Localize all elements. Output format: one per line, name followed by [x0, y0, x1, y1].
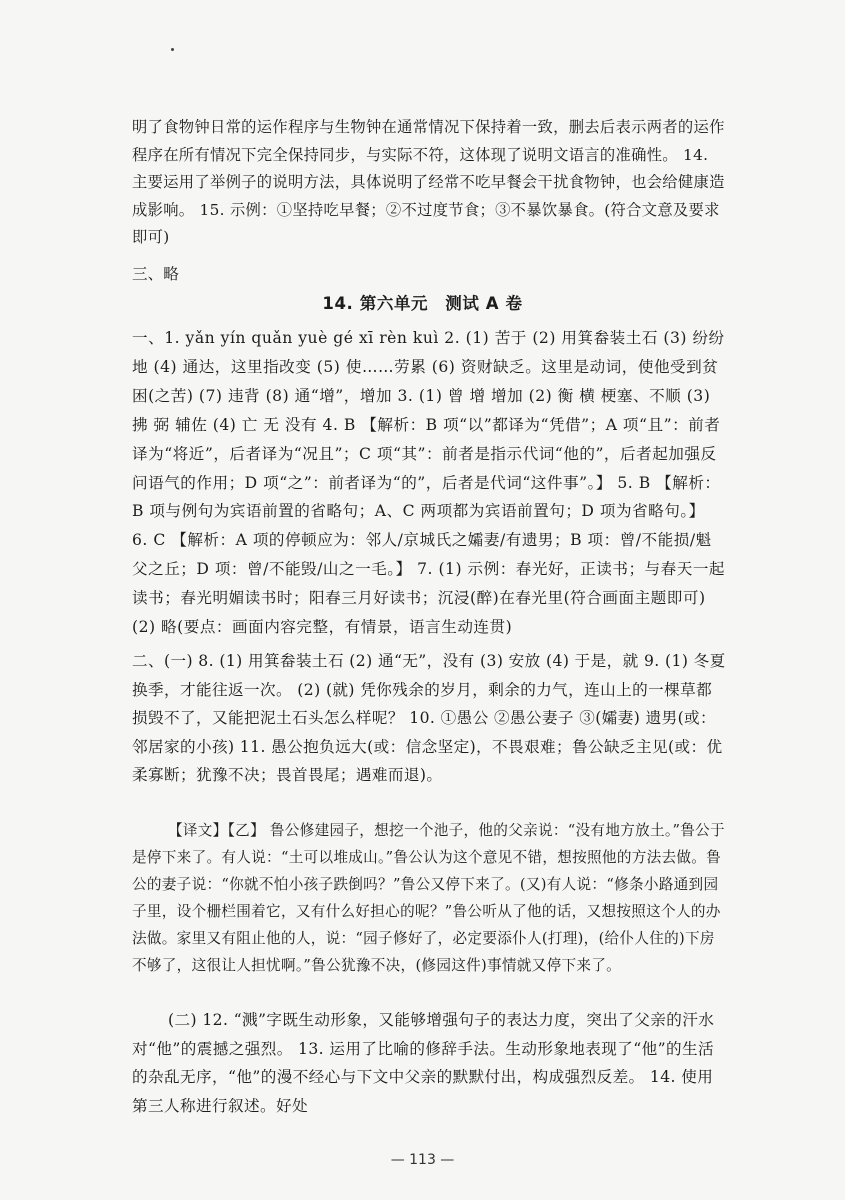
- scan-mark: [171, 48, 174, 51]
- translation-paragraph: 【译文】【乙】 鲁公修建园子，想挖一个池子，他的父亲说：“没有地方放土。”鲁公于是停下来了。有人说：“土可以堆成山。”鲁公认为这个意见不错，想按照他的方法去做。鲁公的妻子说：“你就不怕小孩子跌倒吗？”鲁公又停下来了。(又)有人说：“修条小路通到园子里，设个栅栏围着它，又有什么好担心的呢？”鲁公听从了他的话，又想按照这个人的办法做。家里又有阻止他的人，说：“园子修好了，必定要添仆人(打理)，(给仆人住的)下房不够了，这很让人担忧啊。”鲁公犹豫不决，(修园这件)事情就又停下来了。: [132, 822, 725, 974]
- part-two-answers: 二、(一) 8. (1) 用箕畚装土石 (2) 通“无”，没有 (3) 安放 (4) 于是，就 9. (1) 冬夏换季，才能往返一次。 (2) (就) 凭你残余的岁月，剩余的力气，连山上的一棵草都损毁不了，又能把泥土石头怎么样呢？ 10. ①愚公 ②愚公妻子 ③(孀妻) 遗男(或：邻居家的小孩) 11. 愚公抱负远大(或：信念坚定)，不畏艰难；鲁公缺乏主见(或：优柔寡断；犹豫不决；畏首畏尾；遇难而退)。: [132, 652, 726, 785]
- page-title: 14. 第六单元 测试 A 卷: [322, 294, 523, 313]
- part-one-answers: 一、1. yǎn yín quǎn yuè gé xī rèn kuì 2. (1) 苦于 (2) 用箕畚装土石 (3) 纷纷地 (4) 通达，这里指改变 (5) 使……劳累 (6) 资财缺乏。这里是动词，使他受到贫困(之苦) (7) 违背 (8) 通“增”，增加 3. (1) 曾 增 增加 (2) 衡 横 梗塞、不顺 (3) 拂 弼 辅佐 (4) 亡 无 没有 4. B 【解析：B 项“以”都译为“凭借”；A 项“且”：前者译为“将近”，后者译为“况且”；C 项“其”：前者是指示代词“他的”，后者起加强反问语气的作用；D 项“之”：前者译为“的”，后者是代词“这件事”。】 5. B 【解析：B 项与例句为宾语前置的省略句；A、C 两项都为宾语前置句；D 项为省略句。】 6. C 【解析：A 项的停顿应为：邻人/京城氏之孀妻/有遗男；B 项：曾/不能损/魁父之丘；D 项：曾/不能毁/山之一毛。】 7. (1) 示例：春光好，正读书；与春天一起读书；春光明媚读书时；阳春三月好读书；沉浸(醉)在春光里(符合画面主题即可) (2) 略(要点：画面内容完整，有情景，语言生动连贯): [132, 329, 726, 637]
- part-two-b-answers: (二) 12. “溅”字既生动形象，又能够增强句子的表达力度，突出了父亲的汗水对“他”的震撼之强烈。 13. 运用了比喻的修辞手法。生动形象地表现了“他”的生活的杂乱无序，“他”的漫不经心与下文中父亲的默默付出，构成强烈反差。 14. 使用第三人称进行叙述。好处: [132, 1011, 715, 1115]
- page-number: — 113 —: [390, 1152, 455, 1168]
- continuation-paragraph: 明了食物钟日常的运作程序与生物钟在通常情况下保持着一致，删去后表示两者的运作程序在所有情况下完全保持同步，与实际不符，这体现了说明文语言的准确性。 14. 主要运用了举例子的说明方法，具体说明了经常不吃早餐会干扰食物钟，也会给健康造成影响。 15. 示例：①坚持吃早餐；②不过度节食；③不暴饮暴食。(符合文意及要求即可): [132, 118, 725, 246]
- section-three-heading: 三、略: [132, 265, 179, 283]
